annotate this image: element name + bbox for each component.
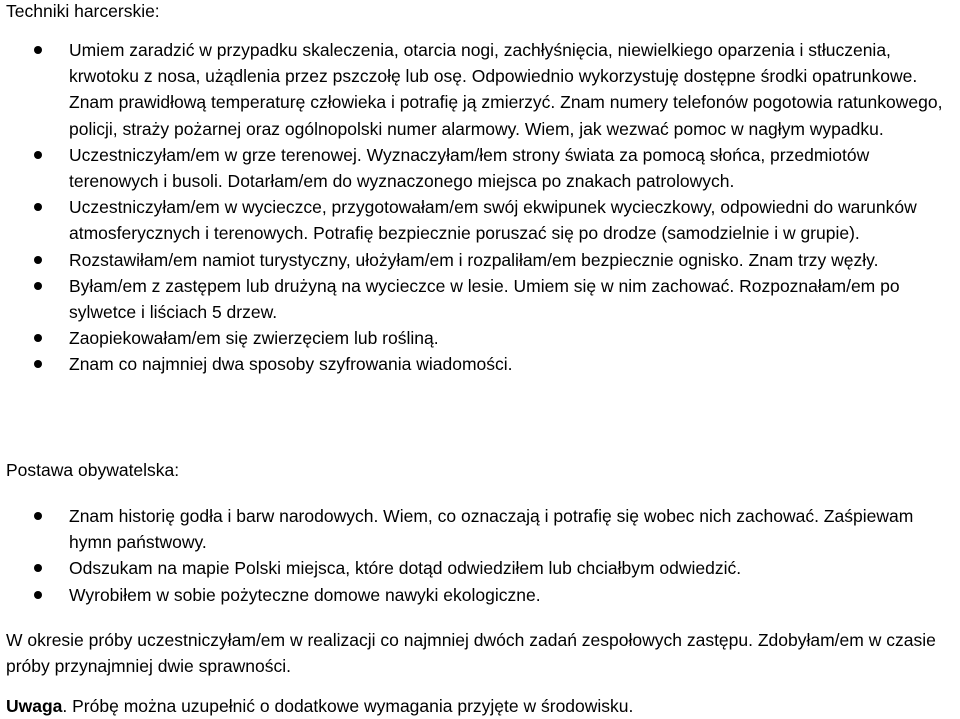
bullet-icon xyxy=(34,591,42,599)
list-item-text: Wyrobiłem w sobie pożyteczne domowe nawyki ekologiczne. xyxy=(69,584,541,605)
list-item xyxy=(0,582,960,608)
list-item xyxy=(0,503,960,555)
list-item-text: Znam co najmniej dwa sposoby szyfrowania wiadomości. xyxy=(69,354,513,375)
note-paragraph xyxy=(6,693,954,719)
list-item xyxy=(0,555,960,581)
team-tasks-paragraph: W okresie próby uczestniczyłam/em w realizacji co najmniej dwóch zadań zespołowych zastępu. Zdobyłam/em w czasie próby przynajmniej dwie sprawności. xyxy=(6,630,936,677)
note-text: . Próbę można uzupełnić o dodatkowe wymagania przyjęte w środowisku. xyxy=(62,696,634,716)
list-item-text: Byłam/em z zastępem lub drużyną na wycieczce w lesie. Umiem się w nim zachować. Rozpoznałam/em po sylwetce i liściach 5 drzew. xyxy=(69,275,900,323)
list-item-text: Uczestniczyłam/em w wycieczce, przygotowałam/em swój ekwipunek wycieczkowy, odpowiedni do warunków atmosferycznych i terenowych. Potrafię bezpiecznie poruszać się po drodze (samodzielnie i w grupie). xyxy=(69,197,917,244)
bullet-icon xyxy=(34,203,42,211)
bullet-icon xyxy=(34,512,42,520)
list-item-text: Zaopiekowałam/em się zwierzęciem lub rośliną. xyxy=(69,328,439,349)
scouting-techniques-list xyxy=(0,37,960,378)
list-item xyxy=(0,325,960,351)
list-item-text: Umiem zaradzić w przypadku skaleczenia, otarcia nogi, zachłyśnięcia, niewielkiego oparzenia i stłuczenia, krwotoku z nosa, użądlenia przez pszczołę lub osę. Odpowiednio wykorzystuję dostępne środki opatrunkowe. Znam prawidłową temperaturę człowieka i potrafię ją zmierzyć. Znam numery telefonów pogotowia ratunkowego, policji, straży pożarnej oraz ogólnopolski numer alarmowy. Wiem, jak wezwać pomoc w nagłym wypadku. xyxy=(69,40,943,139)
list-item-text: Znam historię godła i barw narodowych. Wiem, co oznaczają i potrafię się wobec nich zachować. Zaśpiewam hymn państwowy. xyxy=(69,506,914,553)
list-item xyxy=(0,142,960,194)
list-item xyxy=(0,194,960,246)
bullet-icon xyxy=(34,360,42,368)
note-label: Uwaga xyxy=(6,696,63,716)
civic-attitude-list xyxy=(0,503,960,608)
bullet-icon xyxy=(34,334,42,342)
bullet-icon xyxy=(34,46,42,54)
list-item xyxy=(0,273,960,325)
section-heading-scouting-techniques: Techniki harcerskie: xyxy=(6,1,160,21)
list-item xyxy=(0,247,960,273)
bullet-icon xyxy=(34,256,42,264)
list-item-text: Rozstawiłam/em namiot turystyczny, ułożyłam/em i rozpaliłam/em bezpiecznie ognisko. Znam trzy węzły. xyxy=(69,249,879,270)
list-item-text: Uczestniczyłam/em w grze terenowej. Wyznaczyłam/łem strony świata za pomocą słońca, przedmiotów terenowych i busoli. Dotarłam/em do wyznaczonego miejsca po znakach patrolowych. xyxy=(69,144,870,192)
bullet-icon xyxy=(34,564,42,572)
list-item xyxy=(0,351,960,377)
list-item xyxy=(0,37,960,142)
list-item-text: Odszukam na mapie Polski miejsca, które dotąd odwiedziłem lub chciałbym odwiedzić. xyxy=(69,558,742,579)
bullet-icon xyxy=(34,151,42,159)
bullet-icon xyxy=(34,282,42,290)
section-heading-civic-attitude: Postawa obywatelska: xyxy=(6,460,180,480)
